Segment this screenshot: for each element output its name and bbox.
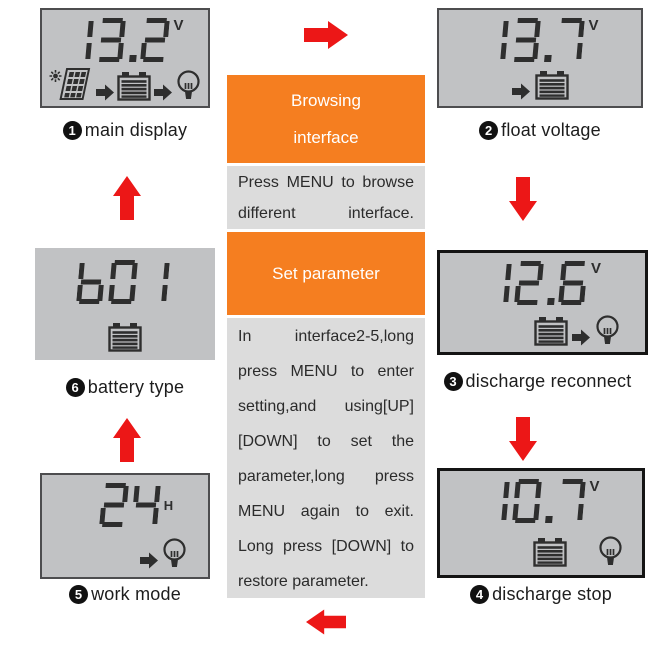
flow-arrow-icon (96, 84, 114, 101)
step-number-badge: 1 (63, 121, 82, 140)
flow-arrow-left-lower (113, 418, 141, 462)
step-number-badge: 4 (470, 585, 489, 604)
seven-segment-value (482, 479, 584, 528)
label-text: discharge reconnect (465, 371, 632, 391)
bulb-icon (597, 536, 624, 567)
lcd-screen-discharge-reconnect (437, 250, 648, 355)
label-main-display (40, 120, 210, 141)
browsing-interface-instructions: Press MENU to browse different interface. (227, 166, 425, 229)
flow-arrow-icon (140, 552, 158, 569)
flow-arrow-icon (154, 84, 172, 101)
step-number-badge: 3 (444, 372, 463, 391)
solar-panel-icon (49, 68, 93, 101)
lcd-screen-battery-type (35, 248, 215, 360)
lcd-value-row (440, 261, 645, 307)
flow-arrow-icon (572, 329, 590, 346)
seven-segment-value (66, 18, 168, 67)
battery-icon (535, 71, 569, 100)
step-number-badge: 6 (66, 378, 85, 397)
lcd-screen-work-mode (40, 473, 210, 579)
bulb-icon (175, 70, 202, 101)
lcd-value-row (35, 260, 215, 306)
bulb-icon (594, 315, 621, 346)
step-number-badge: 5 (69, 585, 88, 604)
unit-label: V (588, 17, 599, 34)
label-text: battery type (87, 377, 185, 397)
unit-label: H (163, 498, 174, 513)
lcd-value-row (42, 18, 208, 64)
seven-segment-value (78, 260, 168, 309)
unit-label: V (173, 17, 184, 34)
set-parameter-instructions: In interface2-5,long press MENU to enter setting,and using[UP] [DOWN] to set the parameter,long press MENU again to exit. Long press [DOWN] to restore parameter. (227, 318, 425, 598)
label-text: float voltage (501, 120, 601, 140)
flow-arrow-right-lower (509, 417, 537, 461)
seven-segment-value (101, 483, 159, 532)
seven-segment-value (484, 261, 586, 310)
bulb-icon (161, 538, 188, 569)
flow-arrow-icon (512, 83, 530, 100)
set-parameter-header: Set parameter (227, 232, 425, 315)
lcd-screen-float-voltage (437, 8, 643, 108)
flow-arrow-bottom (306, 610, 346, 635)
lcd-value-row (54, 483, 220, 529)
label-discharge-stop (437, 584, 645, 605)
lcd-screen-main-display (40, 8, 210, 108)
label-work-mode (40, 584, 210, 605)
label-text: discharge stop (492, 584, 612, 604)
lcd-value-row (439, 18, 641, 64)
browsing-interface-header: Browsing interface (227, 75, 425, 163)
seven-segment-value (481, 18, 583, 67)
label-float-voltage (437, 120, 643, 141)
lcd-value-row (440, 479, 642, 525)
unit-label: V (589, 478, 600, 495)
flow-arrow-top (304, 21, 348, 49)
label-discharge-reconnect (425, 371, 650, 392)
label-text: main display (84, 120, 188, 140)
unit-label: V (590, 260, 601, 277)
lcd-screen-discharge-stop (437, 468, 645, 578)
battery-icon (117, 72, 151, 101)
flow-arrow-right-upper (509, 177, 537, 221)
step-number-badge: 2 (479, 121, 498, 140)
flow-arrow-left-upper (113, 176, 141, 220)
battery-icon (108, 323, 142, 352)
battery-icon (533, 538, 567, 567)
label-text: work mode (91, 584, 181, 604)
battery-icon (534, 317, 568, 346)
label-battery-type (35, 377, 215, 398)
